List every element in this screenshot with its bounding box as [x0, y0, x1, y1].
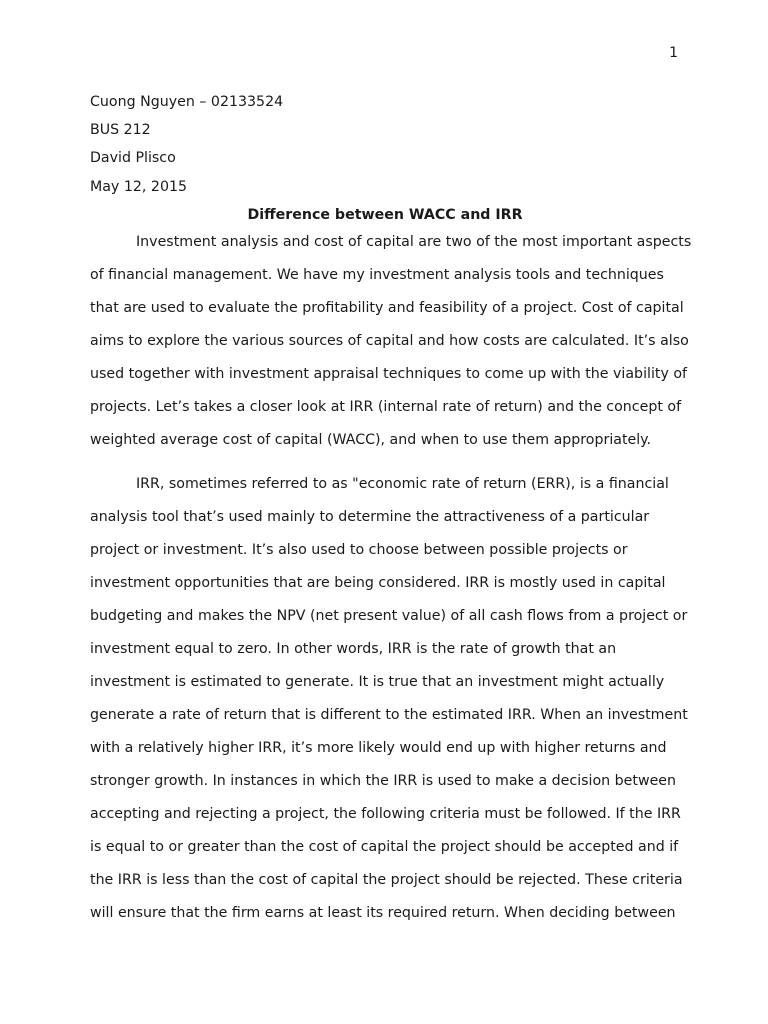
paragraph-line: of financial management. We have my investment analysis tools and techniques	[90, 267, 664, 283]
instructor-line: David Plisco	[90, 150, 176, 167]
document-title: Difference between WACC and IRR	[247, 206, 523, 223]
paragraph-1	[90, 231, 692, 462]
paragraph-line: with a relatively higher IRR, it’s more likely would end up with higher returns and	[90, 740, 667, 756]
paragraph-line: project or investment. It’s also used to choose between possible projects or	[90, 542, 628, 558]
paragraph-line: used together with investment appraisal techniques to come up with the viability of	[90, 366, 688, 382]
header-block	[90, 90, 680, 231]
paragraph-line: weighted average cost of capital (WACC), and when to use them appropriately.	[90, 432, 652, 448]
author-line: Cuong Nguyen – 02133524	[90, 94, 284, 110]
paragraph-line: analysis tool that’s used mainly to determine the attractiveness of a particular	[90, 509, 650, 525]
paragraph-line: projects. Let’s takes a closer look at IRR (internal rate of return) and the concept of	[90, 399, 682, 415]
paragraph-line: investment equal to zero. In other words, IRR is the rate of growth that an	[90, 641, 617, 657]
paragraph-line: Investment analysis and cost of capital are two of the most important aspects	[136, 234, 692, 250]
paragraph-line: generate a rate of return that is different to the estimated IRR. When an investment	[90, 707, 688, 723]
paragraph-line: the IRR is less than the cost of capital the project should be rejected. These criteria	[90, 872, 683, 888]
paragraph-line: budgeting and makes the NPV (net present value) of all cash flows from a project or	[90, 608, 688, 624]
paragraph-line: IRR, sometimes referred to as "economic rate of return (ERR), is a financial	[136, 476, 669, 492]
paragraph-line: accepting and rejecting a project, the following criteria must be followed. If the IRR	[90, 806, 681, 822]
paragraph-line: investment opportunities that are being considered. IRR is mostly used in capital	[90, 575, 666, 591]
paragraph-2	[90, 473, 688, 935]
paragraph-line: aims to explore the various sources of capital and how costs are calculated. It’s also	[90, 333, 689, 349]
paragraph-line: will ensure that the firm earns at least its required return. When deciding between	[90, 905, 676, 921]
paragraph-line: stronger growth. In instances in which the IRR is used to make a decision between	[90, 773, 677, 789]
course-line: BUS 212	[90, 122, 151, 139]
paragraph-line: is equal to or greater than the cost of capital the project should be accepted and if	[90, 839, 679, 855]
paragraph-line: that are used to evaluate the profitability and feasibility of a project. Cost of capital	[90, 300, 684, 316]
paragraph-line: investment is estimated to generate. It is true that an investment might actually	[90, 674, 665, 690]
date-line: May 12, 2015	[90, 178, 188, 195]
page-number: 1	[669, 45, 678, 61]
